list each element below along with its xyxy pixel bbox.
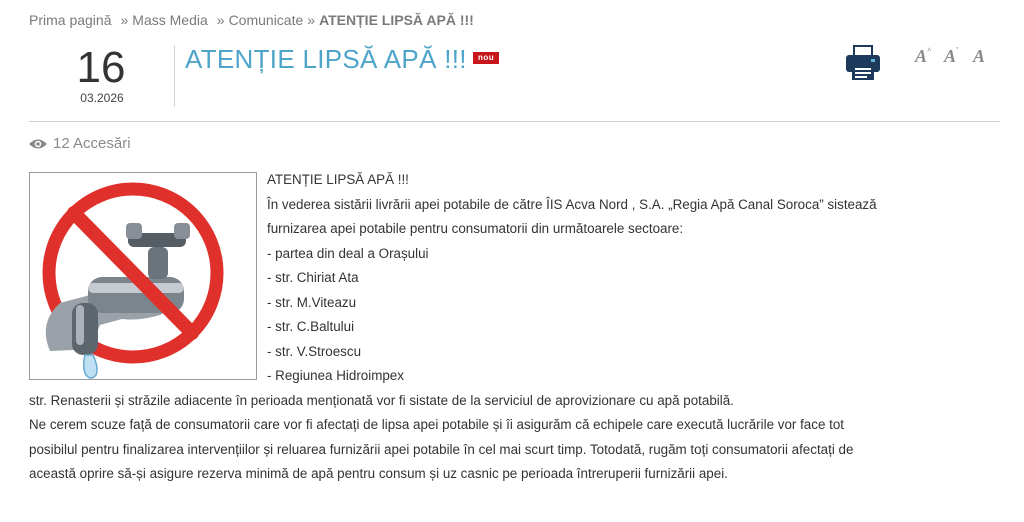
font-size-tools bbox=[915, 46, 991, 67]
printer-icon bbox=[844, 44, 882, 82]
breadcrumb bbox=[29, 12, 474, 28]
list-item: - str. Chiriat Ata bbox=[267, 270, 359, 285]
list-item: - partea din deal a Orașului bbox=[267, 245, 429, 261]
paragraph-line: În vederea sistării livrării apei potabile de către ÎIS Acva Nord , S.A. „Regia Apă Canal Soroca” sistează bbox=[267, 196, 877, 212]
breadcrumb-separator: » bbox=[120, 12, 129, 28]
paragraph-line: furnizarea apei potabile pentru consumatorii din următoarele sectoare: bbox=[267, 221, 684, 236]
font-decrease-label: A bbox=[944, 46, 957, 66]
list-item: - str. M.Viteazu bbox=[267, 294, 357, 310]
paragraph-line: Ne cerem scuze față de consumatorii care vor fi afectați de lipsa apei potabile și îi asigurăm că echipele care execută lucrările vor face tot bbox=[29, 417, 844, 432]
breadcrumb-current: ATENȚIE LIPSĂ APĂ !!! bbox=[319, 12, 474, 28]
article-title: ATENȚIE LIPSĂ APĂ !!! bbox=[185, 44, 467, 74]
view-count bbox=[29, 135, 131, 152]
date-month-year: 03.2026 bbox=[80, 91, 124, 105]
list-item: - str. C.Baltului bbox=[267, 319, 355, 334]
eye-icon bbox=[29, 138, 47, 150]
font-reset-button[interactable] bbox=[973, 46, 991, 67]
paragraph-line: ATENȚIE LIPSĂ APĂ !!! bbox=[267, 172, 409, 187]
breadcrumb-comunicate-link[interactable]: Comunicate bbox=[228, 12, 304, 28]
breadcrumb-separator: » bbox=[307, 12, 316, 28]
list-item: - Regiunea Hidroimpex bbox=[267, 368, 404, 383]
font-increase-label: A bbox=[915, 46, 928, 66]
paragraph-line: această oprire să-și asigure rezerva minimă de apă pentru consum și uz casnic pe perioada întreruperii furnizării apei. bbox=[29, 466, 728, 481]
breadcrumb-home-link[interactable]: Prima pagină bbox=[29, 12, 112, 28]
paragraph-line: str. Renasterii și străzile adiacente în perioada menționată vor fi sistate de la serviciul de aprovizionare cu apă potabilă. bbox=[29, 392, 734, 408]
caret-down-icon: ˇ bbox=[956, 46, 959, 55]
article-intro-block bbox=[29, 168, 1004, 389]
new-badge: nou bbox=[473, 52, 499, 64]
breadcrumb-separator: » bbox=[216, 12, 225, 28]
view-count-label: 12 Accesări bbox=[53, 135, 131, 152]
paragraph-line: posibilul pentru finalizarea intervențiilor și reluarea furnizării apei potabile în cel mai scurt timp. Totodată, rugăm toți consumatorii afectați de bbox=[29, 441, 854, 457]
article-date bbox=[30, 45, 175, 107]
font-decrease-button[interactable] bbox=[944, 46, 962, 67]
caret-up-icon: ^ bbox=[927, 46, 932, 55]
article-body bbox=[29, 168, 1004, 487]
font-increase-button[interactable] bbox=[915, 46, 933, 67]
font-reset-label: A bbox=[973, 46, 986, 66]
header-divider bbox=[29, 121, 1000, 122]
date-day: 16 bbox=[76, 43, 126, 92]
breadcrumb-mass-media-link[interactable]: Mass Media bbox=[132, 12, 208, 28]
list-item: - str. V.Stroescu bbox=[267, 343, 362, 359]
print-button[interactable] bbox=[844, 44, 882, 82]
